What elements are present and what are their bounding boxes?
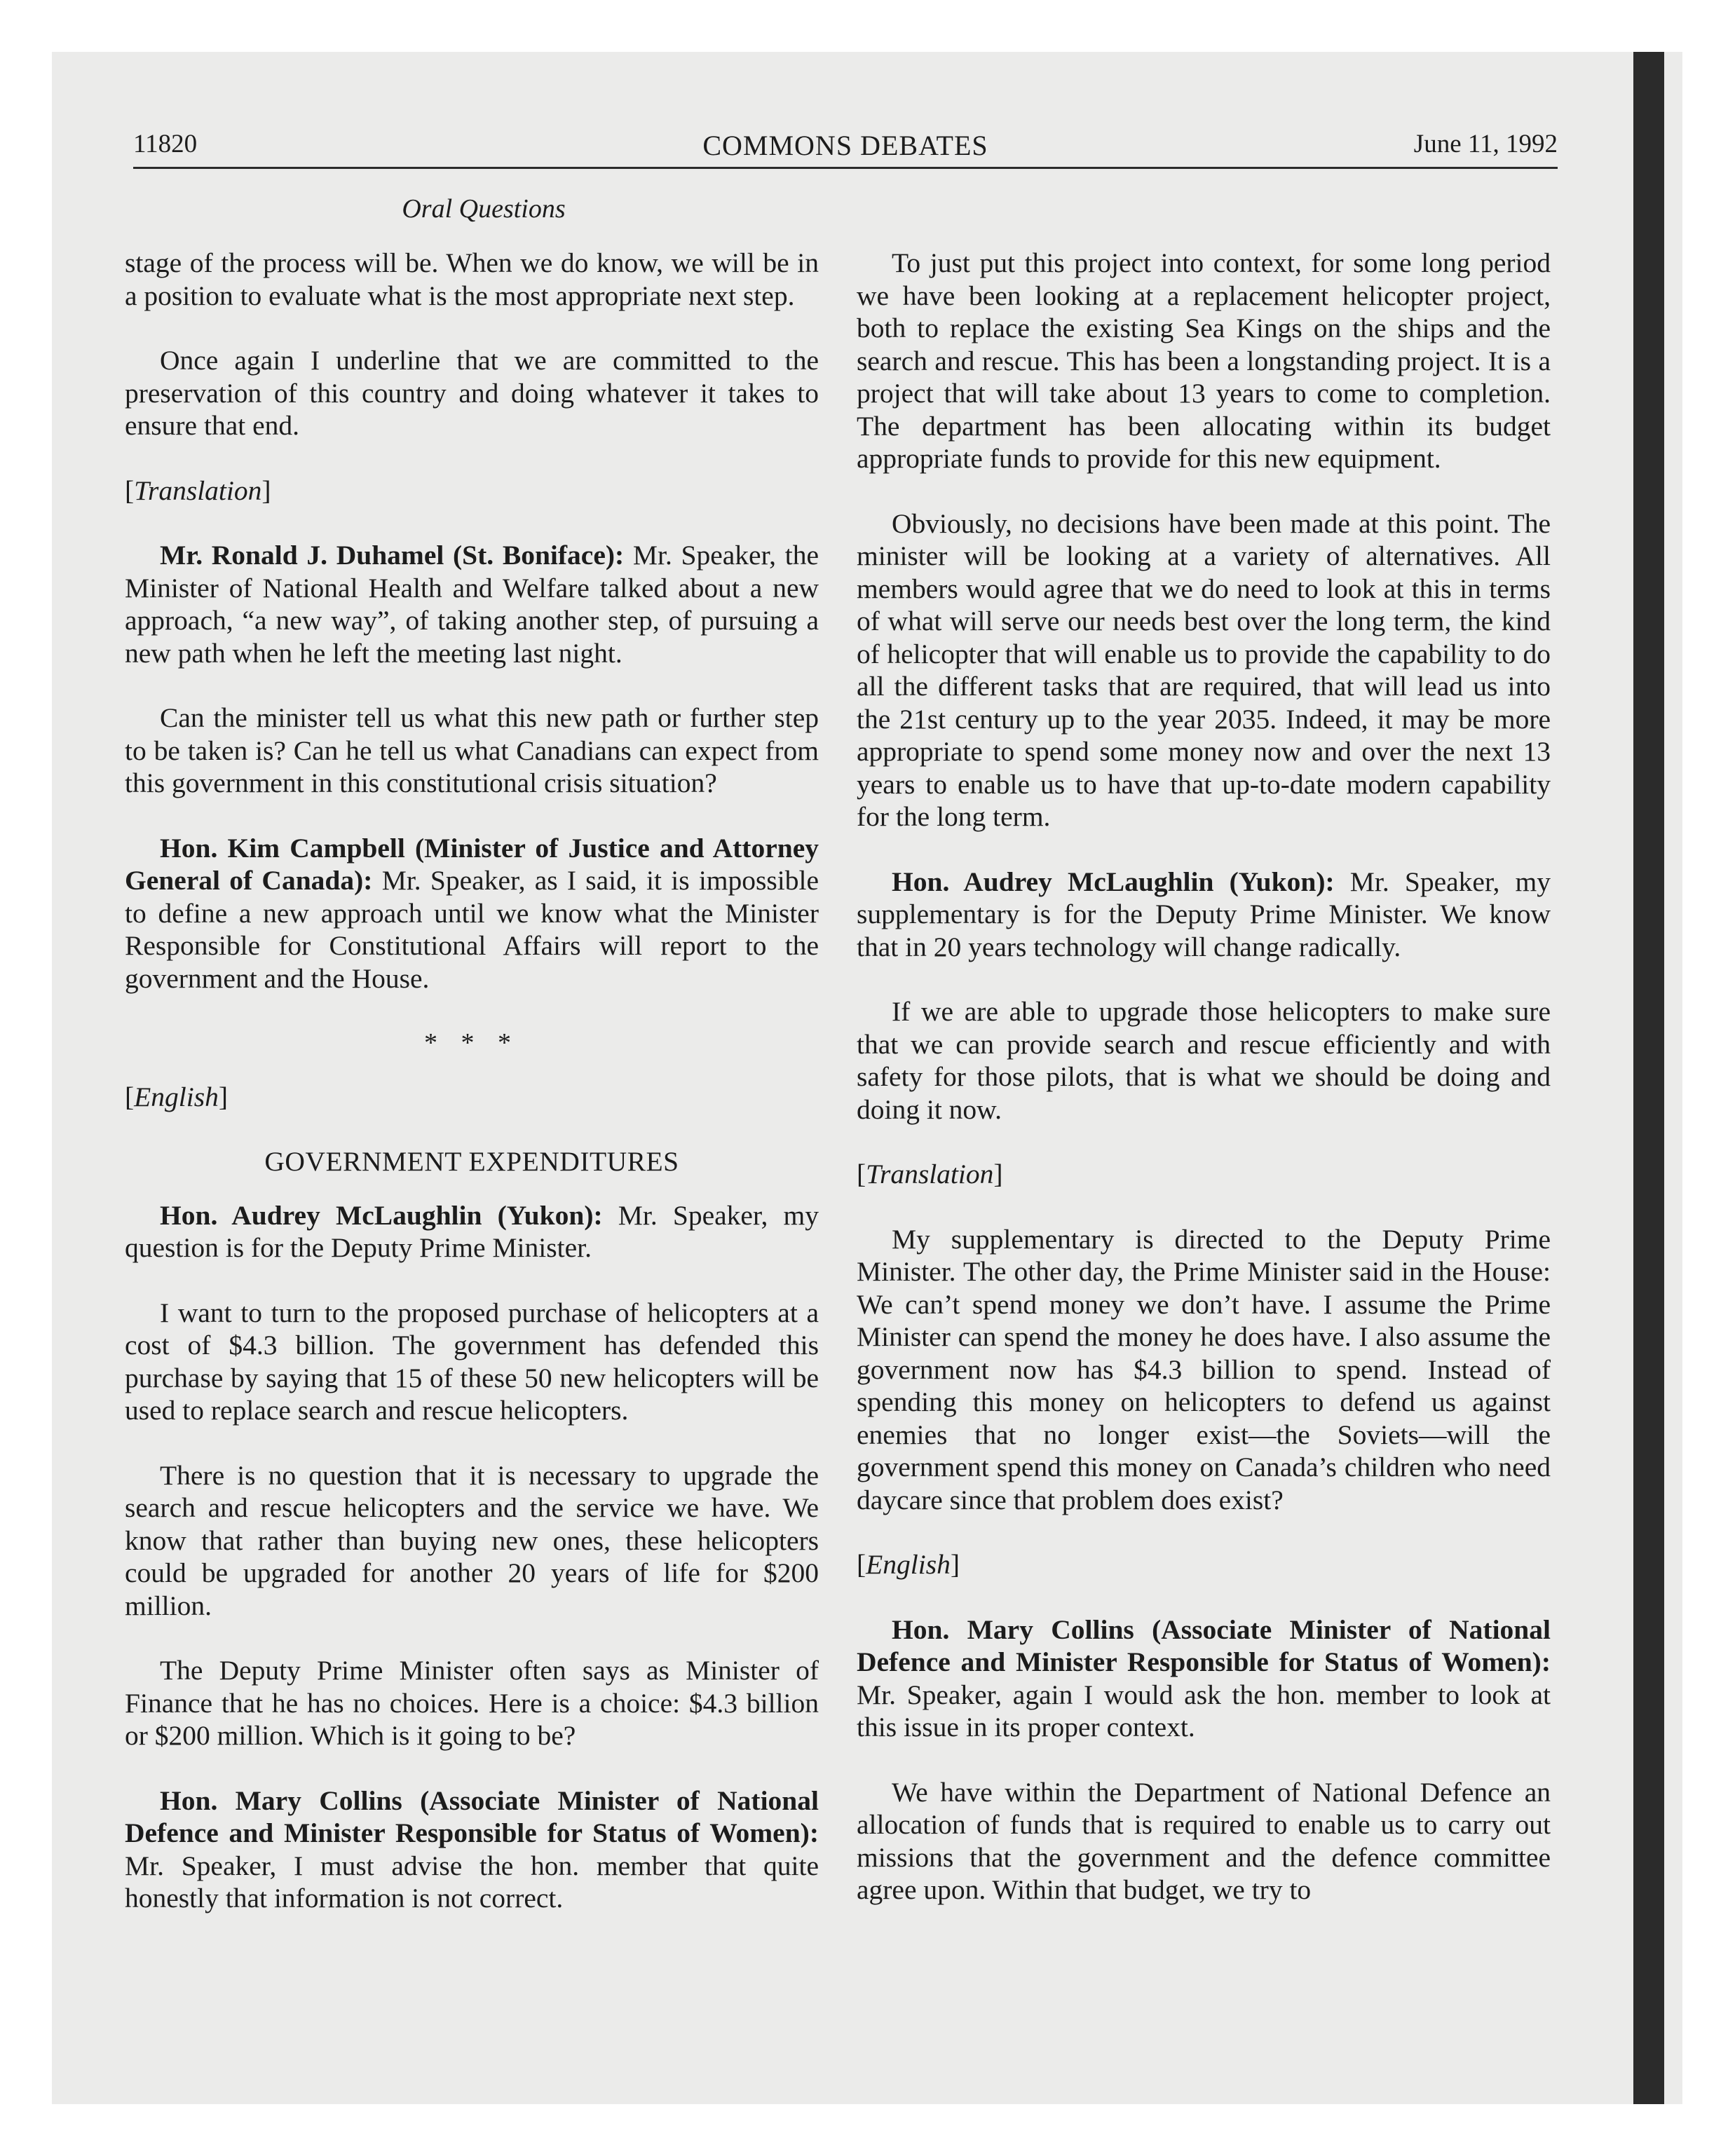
speaker-name: Hon. Mary Collins (Associate Minister of National Defence and Minister Responsible for Status of Women):	[857, 1613, 1551, 1677]
section-title: Oral Questions	[402, 194, 566, 224]
speaker-name: Mr. Ronald J. Duhamel (St. Boniface):	[160, 540, 625, 571]
speech-text: Mr. Speaker, I must advise the hon. member that quite honestly that information is not correct.	[125, 1850, 819, 1913]
page-header	[133, 125, 1558, 169]
paragraph: There is no question that it is necessary to upgrade the search and rescue helicopters and the service we have. We know that rather than buying new ones, these helicopters could be upgraded for another 20 years of life for $200 million.	[125, 1459, 819, 1621]
speaker-name: Hon. Kim Campbell (Minister of Justice and Attorney General of Canada):	[125, 832, 819, 896]
paragraph: The Deputy Prime Minister often says as Minister of Finance that he has no choices. Here is a choice: $4.3 billion or $200 million. Which is it going to be?	[125, 1655, 819, 1751]
speech-text: Mr. Speaker, again I would ask the hon. member to look at this issue in its proper context.	[857, 1679, 1551, 1742]
language-tag: [Translation]	[125, 475, 271, 506]
paragraph: My supplementary is directed to the Deputy Prime Minister. The other day, the Prime Minister said in the House: We can’t spend money we don’t have. I assume the Prime Minister can spend the money he does have. I also assume the government now has $4.3 billion to spend. Instead of spending this money on helicopters to defend us against enemies that no longer exist—the Soviets—will the government spend this money on Canada’s children who need daycare since that problem does exist?	[857, 1223, 1551, 1515]
publication-title: COMMONS DEBATES	[702, 130, 988, 161]
speech-text: Mr. Speaker, my supplementary is for the Deputy Prime Minister. We know that in 20 years technology will change radically.	[857, 866, 1551, 962]
speaker-name: Hon. Audrey McLaughlin (Yukon):	[892, 866, 1335, 897]
scan-edge	[1633, 52, 1664, 2104]
paragraph: If we are able to upgrade those helicopters to make sure that we can provide search and rescue efficiently and with safety for those pilots, that is what we should be doing and doing it now.	[857, 996, 1551, 1125]
language-tag: [English]	[857, 1549, 960, 1580]
paragraph: To just put this project into context, for some long period we have been looking at a replacement helicopter project, both to replace the existing Sea Kings on the ships and the search and rescue. This has been a longstanding project. It is a project that will take about 13 years to come to completion. The department has been allocating within its budget appropriate funds to provide for this new equipment.	[857, 247, 1551, 474]
subject-heading: GOVERNMENT EXPENDITURES	[264, 1146, 679, 1177]
paragraph: Can the minister tell us what this new path or further step to be taken is? Can he tell us what Canadians can expect from this government in this constitutional crisis situation?	[125, 702, 819, 798]
paragraph: Obviously, no decisions have been made at this point. The minister will be looking at a variety of alternatives. All members would agree that we do need to look at this in terms of what will serve our needs best over the long term, the kind of helicopter that will enable us to provide the capability to do all the different tasks that are required, that will lead us into the 21st century up to the year 2035. Indeed, it may be more appropriate to spend some money now and over the next 13 years to enable us to have that up-to-date modern capability for the long term.	[857, 507, 1551, 832]
speech-text: Mr. Speaker, my question is for the Deputy Prime Minister.	[125, 1199, 819, 1263]
right-column	[857, 247, 1551, 1939]
paragraph: I want to turn to the proposed purchase of helicopters at a cost of $4.3 billion. The government has defended this purchase by saying that 15 of these 50 new helicopters will be used to replace search and rescue helicopters.	[125, 1297, 819, 1426]
language-tag: [English]	[125, 1081, 229, 1112]
speaker-name: Hon. Mary Collins (Associate Minister of National Defence and Minister Responsible for Status of Women):	[125, 1785, 819, 1848]
speech-text: Mr. Speaker, as I said, it is impossible to define a new approach until we know what the Minister Responsible for Constitutional Affairs will report to the government and the House.	[125, 865, 819, 994]
left-column	[125, 247, 819, 1947]
speech	[125, 539, 819, 669]
page-date: June 11, 1992	[1413, 130, 1558, 158]
speech	[857, 866, 1551, 964]
speech	[125, 1199, 819, 1264]
speech	[857, 1613, 1551, 1744]
language-tag-text: English	[866, 1549, 951, 1580]
paragraph: stage of the process will be. When we do know, we will be in a position to evaluate what is the most appropriate next step.	[125, 247, 819, 311]
speech	[125, 1785, 819, 1915]
speech-text: Mr. Speaker, the Minister of National Health and Welfare talked about a new approach, “a new way”, of taking another step, of pursuing a new path when he left the meeting last night.	[125, 540, 819, 669]
paragraph: We have within the Department of National Defence an allocation of funds that is required to enable us to carry out missions that the government and the defence committee agree upon. Within that budget, we try to	[857, 1776, 1551, 1905]
page-number: 11820	[133, 130, 198, 158]
language-tag: [Translation]	[857, 1159, 1003, 1189]
speech	[125, 832, 819, 995]
language-tag-text: English	[134, 1081, 219, 1112]
language-tag-text: Translation	[866, 1159, 994, 1189]
language-tag-text: Translation	[134, 475, 262, 506]
section-separator: * * *	[424, 1028, 519, 1058]
paragraph: Once again I underline that we are committed to the preservation of this country and doing whatever it takes to ensure that end.	[125, 345, 819, 441]
speaker-name: Hon. Audrey McLaughlin (Yukon):	[160, 1199, 603, 1231]
